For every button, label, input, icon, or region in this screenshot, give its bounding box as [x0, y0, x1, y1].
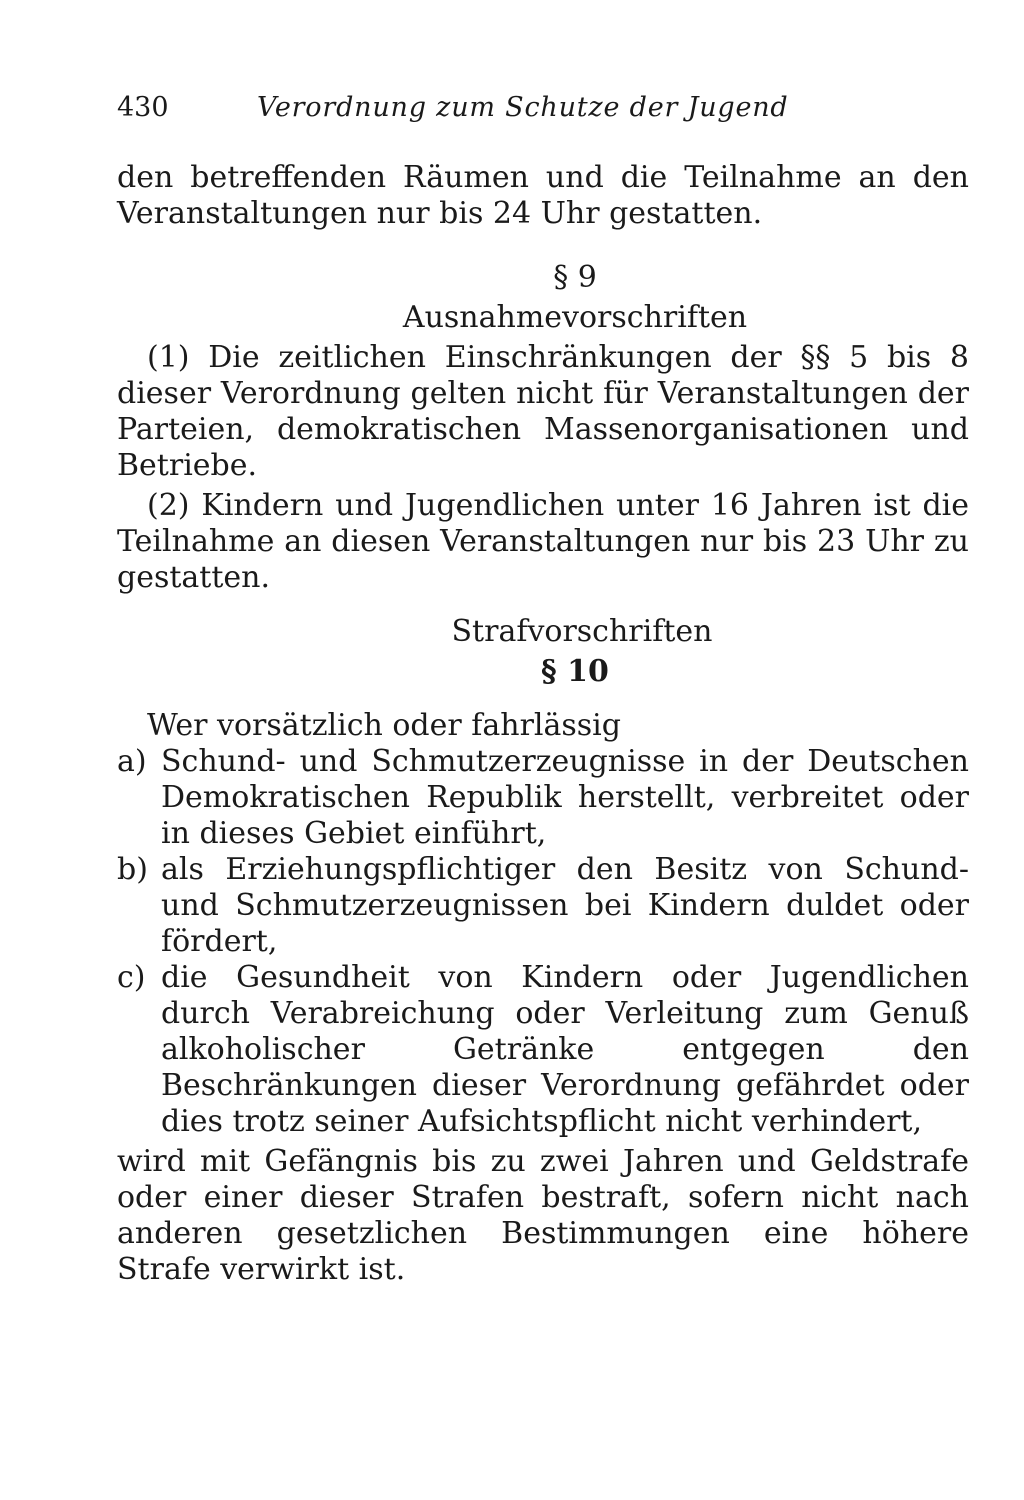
list-item — [117, 852, 969, 960]
list-item — [117, 960, 969, 1140]
list-item-text: Schund- und Schmutzerzeugnisse in der Deutschen Demokratischen Republik herstellt, verbreitet oder in dieses Gebiet einführt, — [161, 744, 969, 851]
section-10-lead: Wer vorsätzlich oder fahrlässig — [147, 708, 621, 743]
list-item-label: a) — [117, 744, 147, 779]
section-10-closing: wird mit Gefängnis bis zu zwei Jahren und Geldstrafe oder einer dieser Strafen bestraft, sofern nicht nach anderen gesetzlichen Bestimmungen eine höhere Strafe verwirkt ist. — [117, 1144, 969, 1287]
section-10-number: § 10 — [541, 654, 609, 689]
intro-paragraph: den betreffenden Räumen und die Teilnahme an den Veranstaltungen nur bis 24 Uhr gestatten. — [117, 160, 969, 231]
list-item-label: c) — [117, 960, 146, 995]
section-9-paragraph-1: (1) Die zeitlichen Einschränkungen der §§ 5 bis 8 dieser Verordnung gelten nicht für Veranstaltungen der Parteien, demokratischen Massenorganisationen und Betriebe. — [117, 340, 969, 483]
page-header — [117, 92, 969, 132]
list-item-label: b) — [117, 852, 148, 887]
strafvorschriften-heading: Strafvorschriften — [451, 614, 713, 649]
page-number: 430 — [117, 92, 169, 123]
body-text — [117, 160, 969, 1288]
list-item — [117, 744, 969, 852]
section-9-number: § 9 — [553, 260, 597, 295]
section-9-title: Ausnahmevorschriften — [402, 300, 748, 335]
section-9-paragraph-2: (2) Kindern und Jugendlichen unter 16 Jahren ist die Teilnahme an diesen Veranstaltungen nur bis 23 Uhr zu gestatten. — [117, 488, 969, 595]
list-item-text: die Gesundheit von Kindern oder Jugendlichen durch Verabreichung oder Verleitung zum Genuß alkoholischer Getränke entgegen den Beschränkungen dieser Verordnung gefährdet oder dies trotz seiner Aufsichtspflicht nicht verhindert, — [161, 960, 969, 1139]
list-item-text: als Erziehungspflichtiger den Besitz von Schund- und Schmutzerzeugnissen bei Kindern duldet oder fördert, — [161, 852, 969, 959]
running-title: Verordnung zum Schutze der Jugend — [257, 92, 789, 123]
